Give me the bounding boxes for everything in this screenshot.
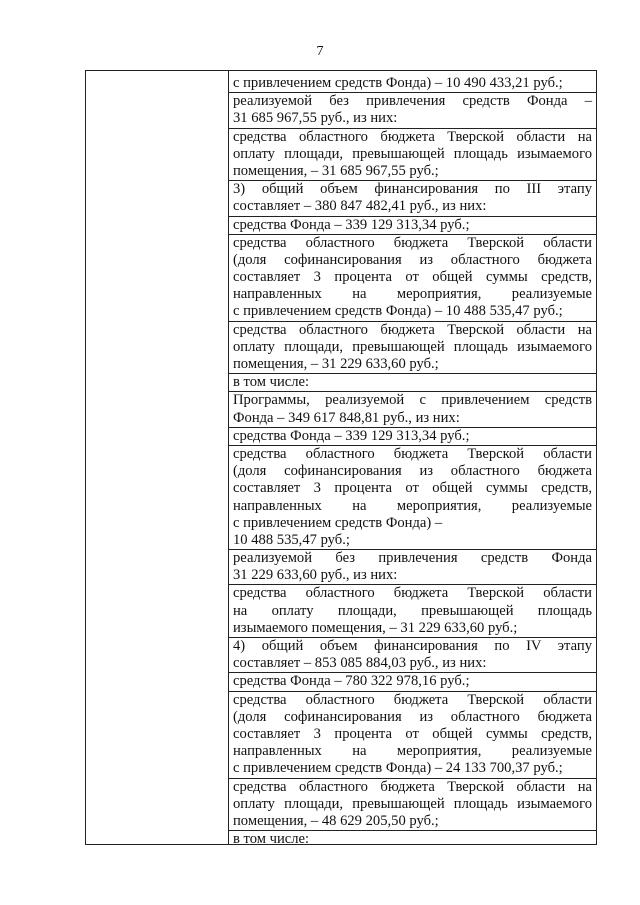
text-line: 31 685 967,55 руб., из них: (233, 110, 398, 127)
table-cell (233, 129, 592, 181)
text-line: направленных на мероприятия, реализуемые (233, 743, 592, 760)
text-line: помещения, – 48 629 205,50 руб.; (233, 812, 439, 829)
table-cell (233, 181, 592, 215)
page-number: 7 (316, 44, 324, 59)
text-line: оплату площади, превышающей площадь изымаемого (233, 795, 592, 812)
text-line: с привлечением средств Фонда) – (233, 514, 443, 531)
text-line: средства Фонда – 780 322 978,16 руб.; (233, 673, 470, 690)
text-line: средства областного бюджета Тверской области на (233, 778, 592, 795)
table-left-column (86, 71, 229, 844)
text-line: направленных на мероприятия, реализуемые (233, 286, 592, 303)
text-line: в том числе: (233, 374, 310, 391)
table-cell (233, 638, 592, 672)
table-cell (233, 428, 592, 445)
text-line: составляет 3 процента от общей суммы средств, (233, 480, 592, 497)
text-line: направленных на мероприятия, реализуемые (233, 497, 592, 514)
text-line: Фонда – 349 617 848,81 руб., из них: (233, 409, 460, 426)
table-cell (233, 235, 592, 321)
table-cell (233, 374, 592, 391)
table-cell (233, 217, 592, 234)
table-cell (233, 75, 592, 92)
text-line: на оплату площади, превышающей площадь (233, 602, 592, 619)
text-line: с привлечением средств Фонда) – 24 133 700,37 руб.; (233, 760, 563, 777)
text-line: составляет – 380 847 482,41 руб., из них: (233, 198, 487, 215)
text-line: оплату площади, превышающей площадь изымаемого (233, 145, 592, 162)
document-table (85, 70, 597, 848)
text-line: 3) общий объем финансирования по III этапу (233, 181, 592, 198)
text-line: (доля софинансирования из областного бюджета (233, 708, 592, 725)
text-line: помещения, – 31 685 967,55 руб.; (233, 162, 439, 179)
table-cell (233, 550, 592, 584)
table-cell (233, 446, 592, 549)
text-line: с привлечением средств Фонда) – 10 488 535,47 руб.; (233, 303, 563, 320)
text-line: составляет 3 процента от общей суммы средств, (233, 269, 592, 286)
text-line: составляет – 853 085 884,03 руб., из них: (233, 655, 487, 672)
table-cell (233, 692, 592, 778)
text-line: составляет 3 процента от общей суммы средств, (233, 725, 592, 742)
text-line: 10 488 535,47 руб.; (233, 531, 350, 548)
text-line: средства областного бюджета Тверской области (233, 691, 592, 708)
table-cell (233, 392, 592, 426)
text-line: 4) общий объем финансирования по IV этапу (233, 638, 592, 654)
text-line: средства областного бюджета Тверской области (233, 234, 592, 251)
text-line: средства Фонда – 339 129 313,34 руб.; (233, 216, 470, 233)
table-cell (233, 779, 592, 831)
table-right-column (229, 71, 596, 848)
text-line: средства областного бюджета Тверской области (233, 585, 592, 602)
text-line: оплату площади, превышающей площадь изымаемого (233, 338, 592, 355)
text-line: изымаемого помещения, – 31 229 633,60 руб.; (233, 619, 518, 636)
text-line: средства областного бюджета Тверской области (233, 445, 592, 462)
text-line: помещения, – 31 229 633,60 руб.; (233, 356, 439, 372)
table-cell (233, 93, 592, 127)
text-line: реализуемой без привлечения средств Фонда – (233, 93, 592, 110)
text-line: (доля софинансирования из областного бюджета (233, 251, 592, 268)
text-line: средства областного бюджета Тверской области на (233, 321, 592, 338)
text-line: в том числе: (233, 831, 310, 848)
text-line: (доля софинансирования из областного бюджета (233, 463, 592, 480)
text-line: Программы, реализуемой с привлечением средств (233, 392, 592, 409)
table-cell (233, 585, 592, 637)
text-line: реализуемой без привлечения средств Фонда (233, 550, 592, 567)
table-cell (233, 673, 592, 690)
text-line: 31 229 633,60 руб., из них: (233, 567, 398, 584)
text-line: с привлечением средств Фонда) – 10 490 433,21 руб.; (233, 75, 563, 91)
table-cell (233, 831, 592, 848)
text-line: средства областного бюджета Тверской области на (233, 128, 592, 145)
text-line: средства Фонда – 339 129 313,34 руб.; (233, 427, 470, 444)
table-cell (233, 322, 592, 374)
